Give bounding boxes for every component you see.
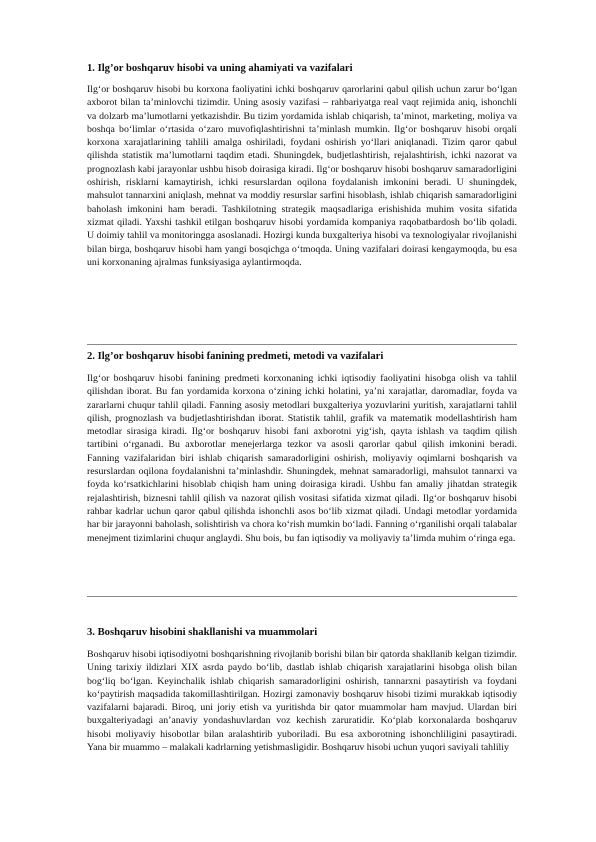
- section-2-paragraph: Ilg‘or boshqaruv hisobi fanining predmeti korxonaning ichki iqtisodiy faoliyatini hisobga olish va tahlil qilishdan iborat. Bu fan yordamida korxona o‘zining ichki holatini, ya’ni xarajatlar, daromadlar, foyda va zararlarni chuqur tahlil qiladi. Fanning asosiy metodlari buxgalteriya yozuvlarini yuritish, xarajatlarni tahlil qilish, prognozlash va budjetlashtirishdan iborat. Statistik tahlil, grafik va matematik modellashtirish ham metodlar sirasiga kiradi. Ilg‘or boshqaruv hisobi fani axborotni yig‘ish, qayta ishlash va taqdim qilish tartibini o‘rganadi. Bu axborotlar menejerlarga tezkor va asosli qarorlar qabul qilish imkonini beradi. Fanning vazifalaridan biri ishlab chiqarish samaradorligini oshirish, moliyaviy oqimlarni boshqarish va resurslardan oqilona foydalanishni ta’minlashdir. Shuningdek, mehnat samaradorligi, mahsulot tannarxi va foyda ko‘rsatkichlarini hisoblab chiqish ham uning doirasiga kiradi. Ushbu fan amaliy jihatdan strategik rejalashtirish, biznesni tahlil qilish va nazorat qilish vositasi sifatida xizmat qiladi. Ilg‘or boshqaruv hisobi rahbar kadrlar uchun qaror qabul qilishda ishonchli asos bo‘lib xizmat qiladi. Undagi metodlar yordamida har bir jarayonni baholash, solishtirish va chora ko‘rish mumkin bo‘ladi. Fanning o‘rganilishi orqali talabalar menejment tizimlarini chuqur anglaydi. Shu bois, bu fan iqtisodiy va moliyaviy ta’limda muhim o‘ringa ega.: [87, 373, 517, 544]
- section-3-paragraph: Boshqaruv hisobi iqtisodiyotni boshqarishning rivojlanib borishi bilan bir qatorda shakllanib kelgan tizimdir. Uning tarixiy ildizlari XIX asrda paydo bo‘lib, dastlab ishlab chiqarish xarajatlarini hisobga olish bilan bog‘liq bo‘lgan. Keyinchalik ishlab chiqarish samaradorligini oshirish, tannarxni pasaytirish va foydani ko‘paytirish maqsadida takomillashtirilgan. Hozirgi zamonaviy boshqaruv hisobi tizimi murakkab iqtisodiy vazifalarni bajaradi. Biroq, uni joriy etish va yuritishda bir qator muammolar ham mavjud. Ulardan biri buxgalteriyadagi an’anaviy yondashuvlardan voz kechish zaruratidir. Ko‘plab korxonalarda boshqaruv hisobi moliyaviy hisobotlar bilan aralashtirib yuboriladi. Bu esa axborotning ishonchliligini pasaytiradi. Yana bir muammo – malakali kadrlarning yetishmasligidir. Boshqaruv hisobi uchun yuqori saviyali tahliliy: [87, 649, 517, 754]
- section-1-heading: 1. Ilg’or boshqaruv hisobi va uning ahamiyati va vazifalari: [87, 63, 353, 74]
- section-3-heading: 3. Boshqaruv hisobini shakllanishi va muammolari: [87, 627, 318, 638]
- section-divider-2: [87, 596, 517, 597]
- section-1-paragraph: Ilg‘or boshqaruv hisobi bu korxona faoliyatini ichki boshqaruv qarorlarini qabul qilish uchun zarur bo‘lgan axborot bilan ta’minlovchi tizimdir. Uning asosiy vazifasi – rahbariyatga real vaqt rejimida aniq, ishonchli va dolzarb ma’lumotlarni yetkazishdir. Bu tizim yordamida ishlab chiqarish, ta’minot, marketing, moliya va boshqa bo‘limlar o‘rtasida o‘zaro muvofiqlashtirishni ta’minlash mumkin. Ilg‘or boshqaruv hisobi orqali korxona xarajatlarining tahlili amalga oshiriladi, foydani oshirish yo‘llari aniqlanadi. Tizim qaror qabul qilishda statistik ma’lumotlarni taqdim etadi. Shuningdek, budjetlashtirish, rejalashtirish, ichki nazorat va prognozlash kabi jarayonlar ushbu hisob doirasiga kiradi. Ilg‘or boshqaruv hisobi boshqaruv samaradorligini oshirish, risklarni kamaytirish, ichki resurslardan oqilona foydalanish imkonini beradi. U shuningdek, mahsulot tannarxini aniqlash, mehnat va moddiy resurslar sarfini hisoblash, ishlab chiqarish samaradorligini baholash imkonini ham beradi. Tashkilotning strategik maqsadlariga erishishida muhim vosita sifatida xizmat qiladi. Yaxshi tashkil etilgan boshqaruv hisobi yordamida kompaniya raqobatbardosh bo‘lib qoladi. U doimiy tahlil va monitoringga asoslanadi. Hozirgi kunda buxgalteriya hisobi va texnologiyalar rivojlanishi bilan birga, boshqaruv hisobi ham yangi bosqichga o‘tmoqda. Uning vazifalari doirasi kengaymoqda, bu esa uni korxonaning ajralmas funksiyasiga aylantirmoqda.: [87, 84, 517, 268]
- section-2-heading: 2. Ilg’or boshqaruv hisobi fanining predmeti, metodi va vazifalari: [87, 351, 384, 362]
- section-divider-1: [87, 344, 517, 345]
